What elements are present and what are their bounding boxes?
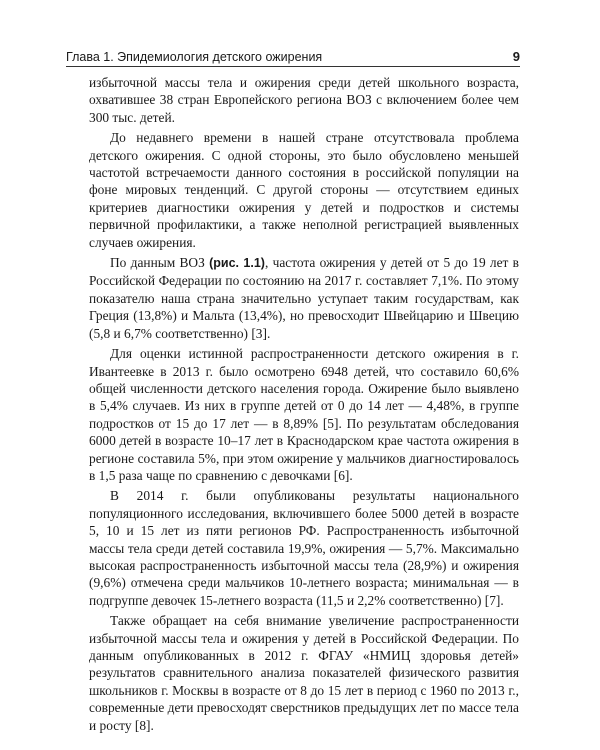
chapter-title: Глава 1. Эпидемиология детского ожирения (66, 50, 323, 64)
paragraph-3-end: , частота ожирения у детей от 5 до 19 лет в Российской Федерации по состоянию на 2017 г. составляет 7,1%. По этому показателю наша страна значительно уступает таким государствам, как Греция (13,8%) и Мальта (13,4%), но превосходит Швейцарию и Швецию (5,8 и 6,7% соответственно) [3]. (89, 255, 520, 341)
running-header (66, 44, 520, 64)
figure-reference[interactable]: (рис. 1.1) (209, 256, 265, 271)
paragraph-3-start: По данным ВОЗ (110, 255, 210, 271)
page-number: 9 (512, 49, 520, 64)
paragraph-5: В 2014 г. были опубликованы результаты национального популяционного исследования, включившего более 5000 детей в возрасте 5, 10 и 15 лет из пяти регионов РФ. Распространенность избыточной массы тела среди детей составила 19,9%, ожирения — 5,7%. Максимально высокая распространенность избыточной массы тела (28,9%) и ожирения (9,6%) отмечена среди мальчиков 10-летнего возраста; минимальная — в подгруппе девочек 15-летнего возраста (11,5 и 2,2% соответственно) [7]. (89, 488, 519, 608)
paragraph-3 (89, 254, 519, 342)
header-rule (66, 66, 520, 67)
paragraph-1: избыточной массы тела и ожирения среди детей школьного возраста, охватившее 38 стран Европейского региона ВОЗ с включением более чем 300 тыс. детей. (89, 75, 519, 125)
paragraph-2: До недавнего времени в нашей стране отсутствовала проблема детского ожирения. С одной стороны, это было обусловлено меньшей частотой встречаемости данного состояния в российской популяции на фоне мировых тенденций. С другой стороны — отсутствием единых критериев диагностики ожирения у детей и подростков и системы первичной профилактики, а также неполной регистрацией выявленных случаев ожирения. (89, 130, 519, 250)
paragraph-6: Также обращает на себя внимание увеличение распространенности избыточной массы тела и ожирения у детей в Российской Федерации. По данным опубликованных в 2012 г. ФГАУ «НМИЦ здоровья детей» результатов сравнительного анализа показателей физического развития школьников г. Москвы в возрасте от 8 до 15 лет в период с 1960 по 2013 г., современные дети превосходят сверстников предыдущих лет по массе тела и росту [8]. (89, 613, 519, 733)
paragraph-4: Для оценки истинной распространенности детского ожирения в г. Ивантеевке в 2013 г. было осмотрено 6948 детей, что составило 60,6% общей численности детского населения города. Ожирение было выявлено в 5,4% случаев. Из них в группе детей от 0 до 14 лет — 4,48%, в группе подростков от 15 до 17 лет — в 8,89% [5]. По результатам обследования 6000 детей в возрасте 10–17 лет в Краснодарском крае частота ожирения в регионе составила 5%, при этом ожирение у мальчиков диагностировалось в 1,5 раза чаще по сравнению с девочками [6]. (89, 346, 519, 483)
body-text (89, 74, 519, 734)
